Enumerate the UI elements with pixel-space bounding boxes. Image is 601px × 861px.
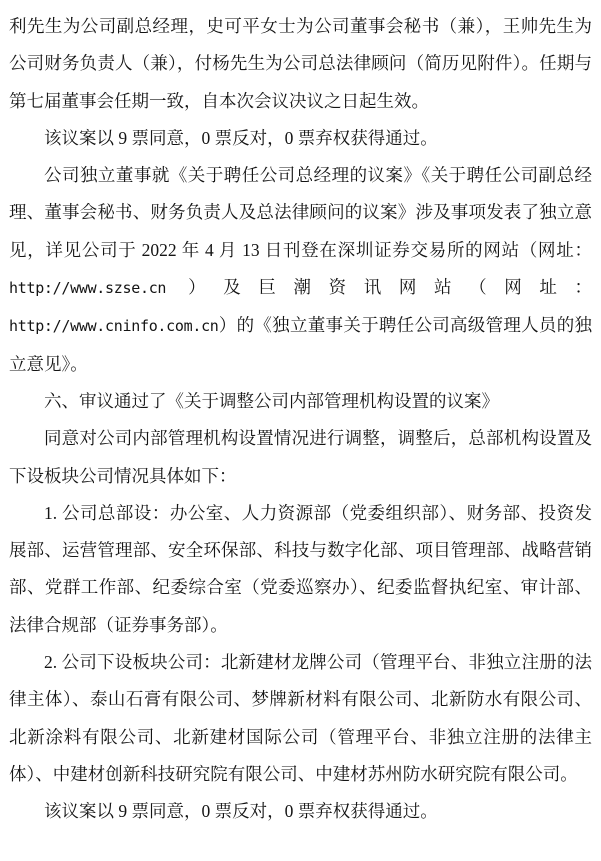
url-text: http://www.cninfo.com.cn [9,317,219,336]
paragraph: 该议案以 9 票同意，0 票反对，0 票弃权获得通过。 [44,127,438,148]
document-body [9,8,592,831]
paragraph: 同意对公司内部管理机构设置情况进行调整，调整后，总部机构设置及下设板块公司情况具体如下： [9,428,592,486]
paragraph: 2. 公司下设板块公司：北新建材龙牌公司（管理平台、非独立注册的法律主体）、泰山石膏有限公司、梦牌新材料有限公司、北新防水有限公司、北新涂料有限公司、北新建材国际公司（管理平台、非独立注册的法律主体）、中建材创新科技研究院有限公司、中建材苏州防水研究院有限公司。 [9,652,592,784]
paragraph: 1. 公司总部设：办公室、人力资源部（党委组织部）、财务部、投资发展部、运营管理部、安全环保部、科技与数字化部、项目管理部、战略营销部、党群工作部、纪委综合室（党委巡察办）、纪委监督执纪室、审计部、法律合规部（证券事务部）。 [9,502,592,635]
url-text: http://www.szse.cn [9,279,167,298]
paragraph: 该议案以 9 票同意，0 票反对，0 票弃权获得通过。 [44,801,438,822]
paragraph: 公司独立董事就《关于聘任公司总经理的议案》《关于聘任公司副总经理、董事会秘书、财务负责人及总法律顾问的议案》涉及事项发表了独立意见，详见公司于 2022 年 4 月 13 日刊登在深圳证券交易所的网站（网址： http://www.szse.cn ）及巨潮资讯网站（网址：http://www.cninfo.com.cn）的《独立董事关于聘任公司高级管理人员的独立意见》。 [9,165,592,374]
paragraph: 六、审议通过了《关于调整公司内部管理机构设置的议案》 [44,390,499,411]
paragraph: 利先生为公司副总经理，史可平女士为公司董事会秘书（兼），王帅先生为公司财务负责人（兼），付杨先生为公司总法律顾问（简历见附件）。任期与第七届董事会任期一致，自本次会议决议之日起生效。 [9,16,592,111]
